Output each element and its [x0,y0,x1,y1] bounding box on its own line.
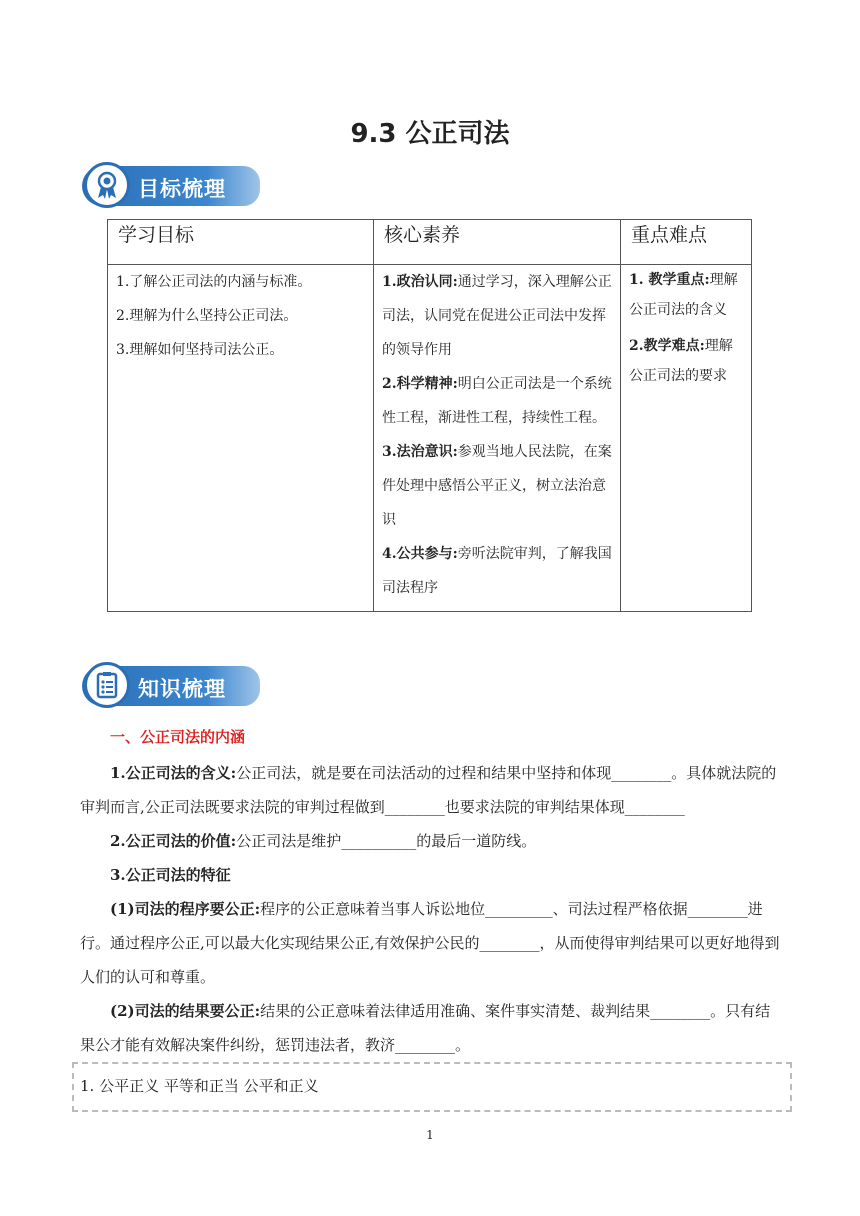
paragraph-value: 2.公正司法的价值:公正司法是维护__________的最后一道防线。 [110,832,537,850]
award-ribbon-icon [84,162,130,208]
header-core-competencies: 核心素养 [374,220,621,265]
section-heading: 一、公正司法的内涵 [110,728,246,746]
key-point-item: 2.教学难点:理解公正司法的要求 [629,338,733,384]
key-point-item: 1. 教学重点:理解公正司法的含义 [629,272,738,318]
paragraph-meaning: 1.公正司法的含义:公正司法，就是要在司法活动的过程和结果中坚持和体现________。具体就法院的审判而言,公正司法既要求法院的审判过程做到________也要求法院的审判结果体现________ [80,764,777,816]
paragraph-result: (2)司法的结果要公正:结果的公正意味着法律适用准确、案件事实清楚、裁判结果________。只有结果公才能有效解决案件纠纷，惩罚违法者，教济________。 [80,1002,771,1054]
learning-goal-item: 1.了解公正司法的内涵与标准。 [116,274,312,290]
header-learning-goals: 学习目标 [108,220,374,265]
answer-box: 1. 公平正义 平等和正当 公平和正义 [72,1062,792,1112]
goals-table [107,219,752,612]
header-key-points: 重点难点 [621,220,752,265]
paragraph-procedure: (1)司法的程序要公正:程序的公正意味着当事人诉讼地位_________、司法过程严格依据________进行。通过程序公正,可以最大化实现结果公正,有效保护公民的________，从而使得审判结果可以更好地得到人们的认可和尊重。 [80,900,780,986]
knowledge-banner [82,662,262,710]
knowledge-banner-label: 知识梳理 [138,677,226,701]
competency-item: 2.科学精神:明白公正司法是一个系统性工程，渐进性工程，持续性工程。 [382,376,612,426]
goals-banner [82,162,262,210]
competency-item: 4.公共参与:旁听法院审判，了解我国司法程序 [382,546,612,596]
paragraph-features: 3.公正司法的特征 [110,866,231,884]
checklist-clipboard-icon [84,662,130,708]
page-number: 1 [426,1128,434,1142]
page-title: 9.3 公正司法 [350,119,510,149]
learning-goal-item: 3.理解如何坚持司法公正。 [116,342,284,358]
competency-item: 3.法治意识:参观当地人民法院，在案件处理中感悟公平正义，树立法治意识 [382,444,612,528]
competency-item: 1.政治认同:通过学习，深入理解公正司法，认同党在促进公正司法中发挥的领导作用 [382,274,612,358]
learning-goal-item: 2.理解为什么坚持公正司法。 [116,308,298,324]
goals-banner-label: 目标梳理 [138,177,226,201]
